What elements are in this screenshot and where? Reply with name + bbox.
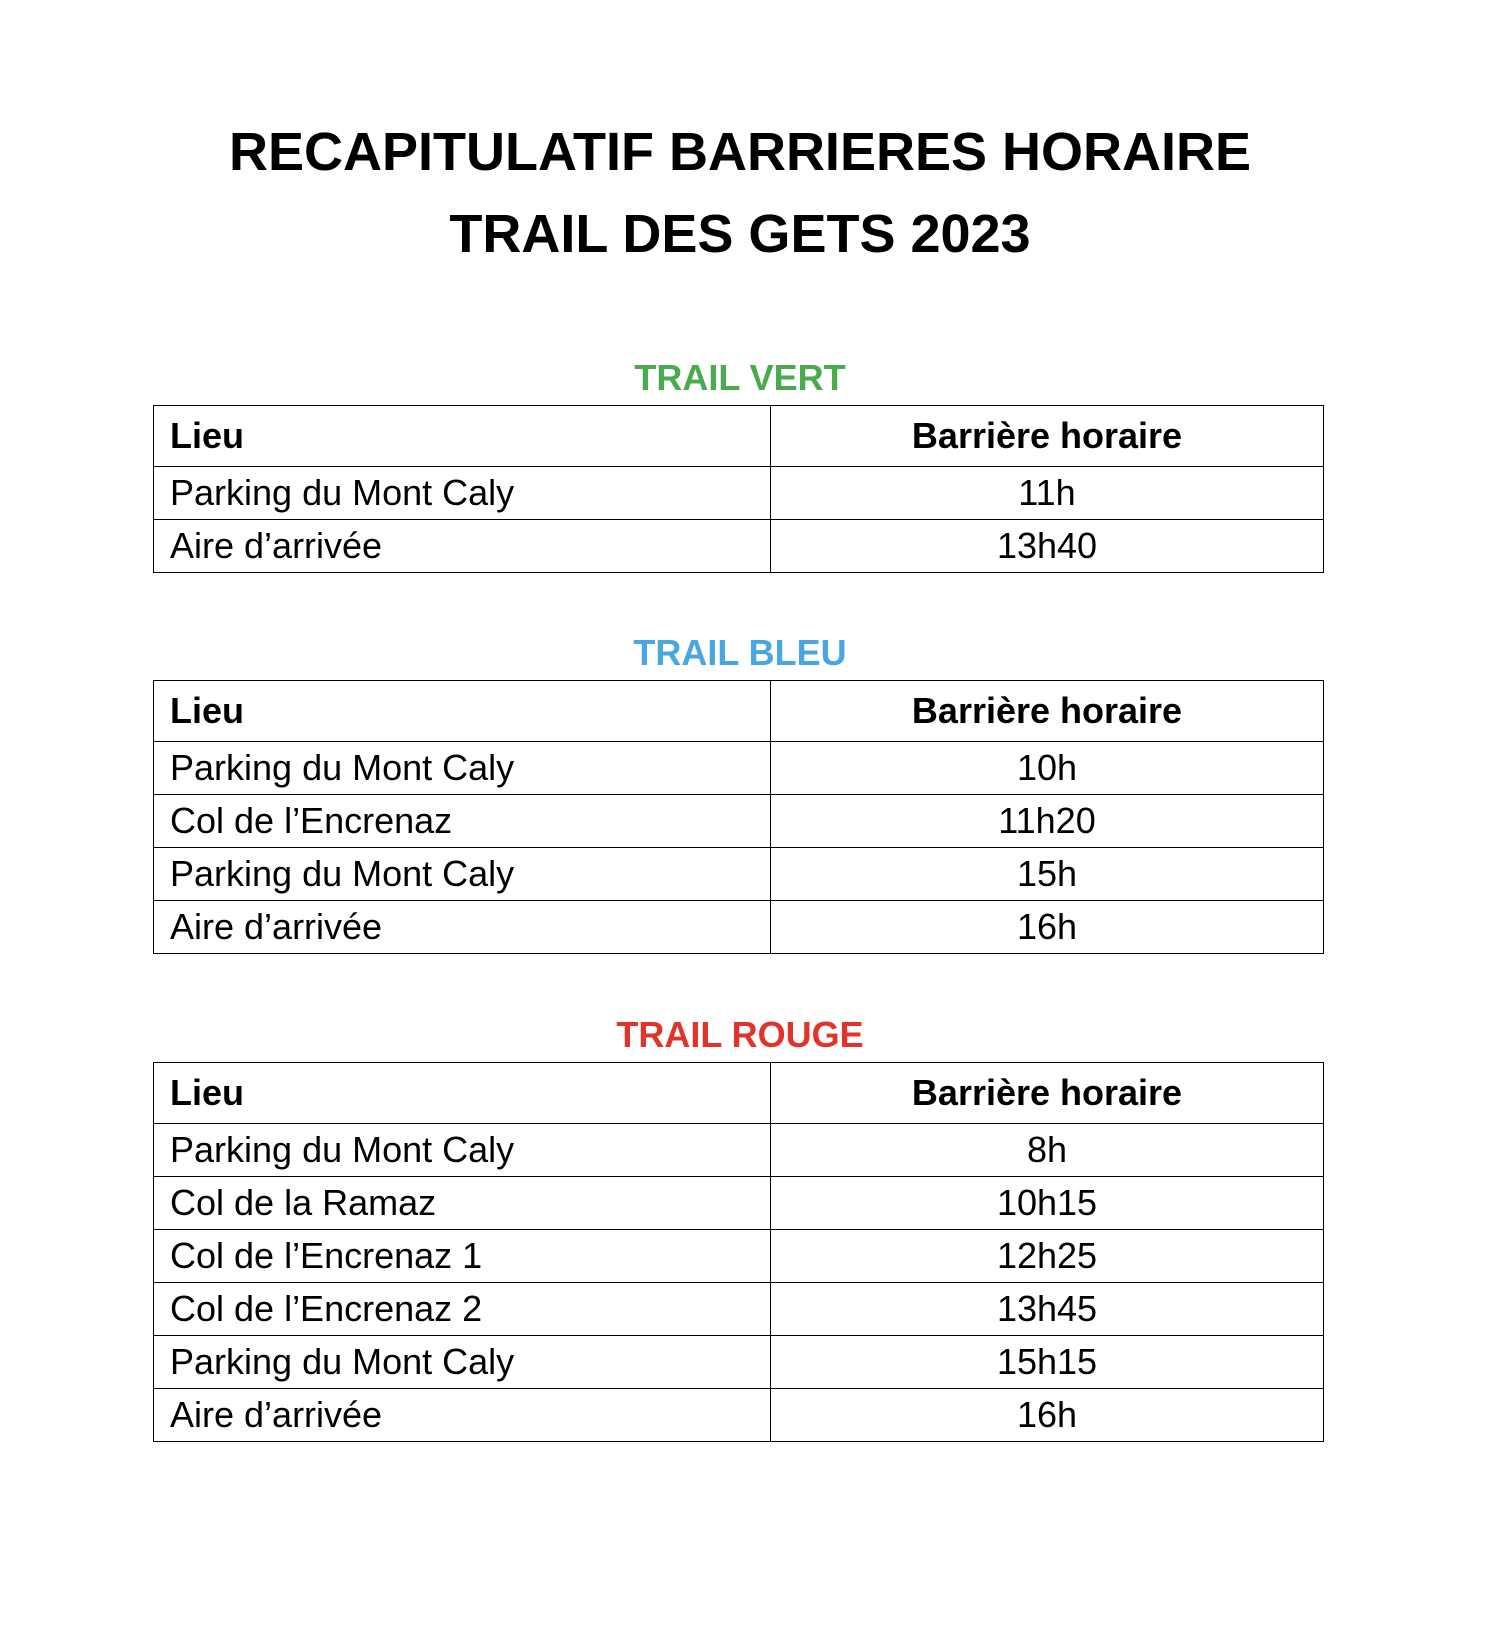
table-header-row	[154, 1063, 1324, 1124]
cell-place: Parking du Mont Caly	[154, 1124, 771, 1177]
cell-time: 11h	[771, 467, 1324, 520]
column-header-barriere-horaire: Barrière horaire	[771, 681, 1324, 742]
table-row	[154, 1230, 1324, 1283]
table-row	[154, 1177, 1324, 1230]
cell-place: Aire d’arrivée	[154, 901, 771, 954]
cell-time: 8h	[771, 1124, 1324, 1177]
section-heading-trail-vert: TRAIL VERT	[634, 357, 846, 398]
table-row	[154, 901, 1324, 954]
table-row	[154, 1124, 1324, 1177]
cell-time: 13h45	[771, 1283, 1324, 1336]
table-row	[154, 1283, 1324, 1336]
cell-place: Col de l’Encrenaz	[154, 795, 771, 848]
cell-time: 15h	[771, 848, 1324, 901]
table-header-row	[154, 406, 1324, 467]
table-row	[154, 795, 1324, 848]
table-row	[154, 1389, 1324, 1442]
table-row	[154, 1336, 1324, 1389]
cell-time: 12h25	[771, 1230, 1324, 1283]
table-trail-rouge	[153, 1062, 1324, 1442]
cell-place: Col de l’Encrenaz 2	[154, 1283, 771, 1336]
table-row	[154, 848, 1324, 901]
cell-place: Parking du Mont Caly	[154, 1336, 771, 1389]
column-header-lieu: Lieu	[154, 1063, 771, 1124]
table-trail-bleu	[153, 680, 1324, 954]
column-header-barriere-horaire: Barrière horaire	[771, 406, 1324, 467]
cell-time: 16h	[771, 901, 1324, 954]
cell-place: Aire d’arrivée	[154, 520, 771, 573]
cell-time: 16h	[771, 1389, 1324, 1442]
column-header-lieu: Lieu	[154, 681, 771, 742]
document-title-line-2: TRAIL DES GETS 2023	[449, 204, 1031, 264]
table-row	[154, 467, 1324, 520]
column-header-lieu: Lieu	[154, 406, 771, 467]
cell-time: 11h20	[771, 795, 1324, 848]
cell-place: Col de la Ramaz	[154, 1177, 771, 1230]
cell-place: Col de l’Encrenaz 1	[154, 1230, 771, 1283]
document-title-line-1: RECAPITULATIF BARRIERES HORAIRE	[228, 122, 1252, 182]
cell-time: 15h15	[771, 1336, 1324, 1389]
cell-time: 10h15	[771, 1177, 1324, 1230]
table-header-row	[154, 681, 1324, 742]
cell-place: Aire d’arrivée	[154, 1389, 771, 1442]
cell-time: 13h40	[771, 520, 1324, 573]
cell-place: Parking du Mont Caly	[154, 467, 771, 520]
column-header-barriere-horaire: Barrière horaire	[771, 1063, 1324, 1124]
section-heading-trail-bleu: TRAIL BLEU	[633, 632, 847, 673]
cell-time: 10h	[771, 742, 1324, 795]
table-row	[154, 520, 1324, 573]
table-trail-vert	[153, 405, 1324, 573]
cell-place: Parking du Mont Caly	[154, 742, 771, 795]
table-row	[154, 742, 1324, 795]
cell-place: Parking du Mont Caly	[154, 848, 771, 901]
section-heading-trail-rouge: TRAIL ROUGE	[616, 1014, 864, 1055]
